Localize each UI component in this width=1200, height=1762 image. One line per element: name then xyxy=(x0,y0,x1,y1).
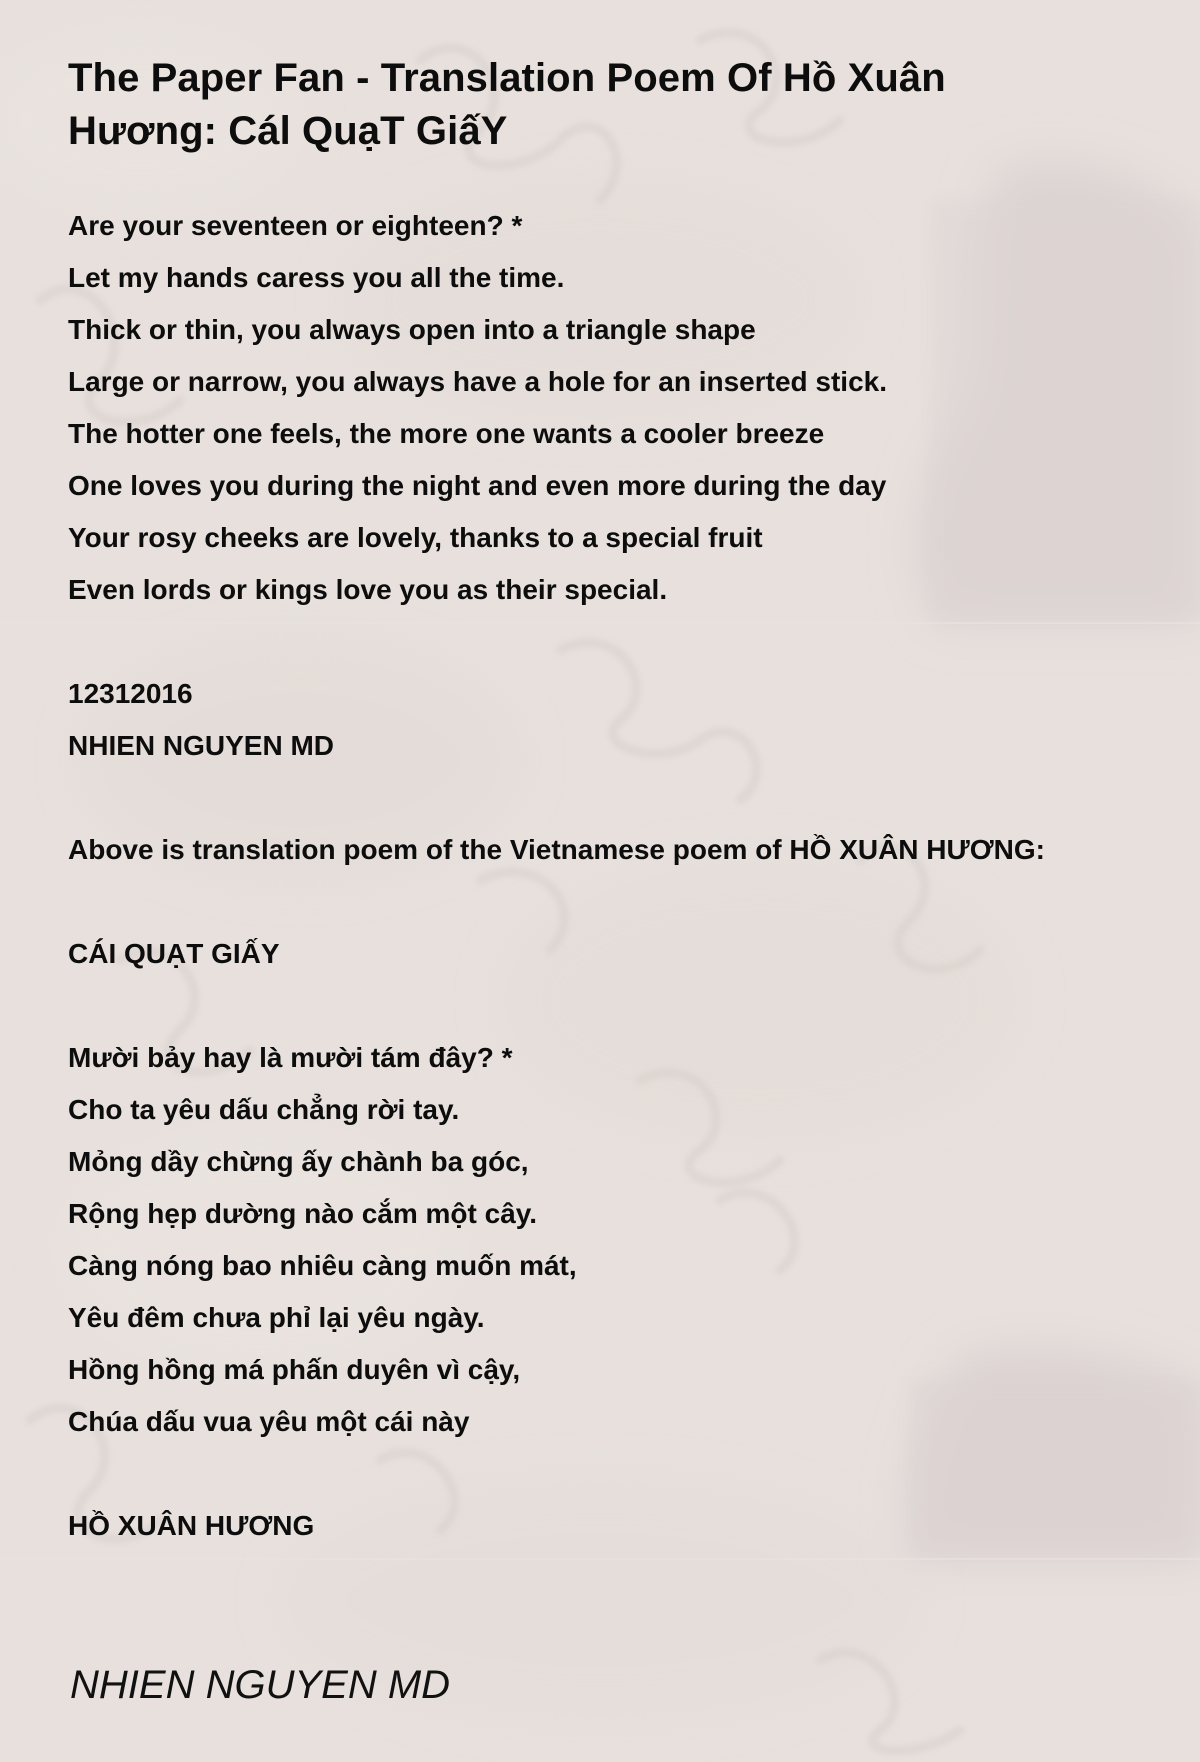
translation-note: Above is translation poem of the Vietnamese poem of HỒ XUÂN HƯƠNG: xyxy=(68,834,1045,865)
title-line-2: Hương: Cál QuạT GiấY xyxy=(68,109,508,153)
original-poem-line: Chúa dấu vua yêu một cái này xyxy=(68,1406,470,1437)
poem-line: Let my hands caress you all the time. xyxy=(68,262,565,293)
poem-line: Your rosy cheeks are lovely, thanks to a special fruit xyxy=(68,522,763,553)
author-signature: NHIEN NGUYEN MD xyxy=(70,1663,451,1707)
poem-date: 12312016 xyxy=(68,678,193,709)
blank-line xyxy=(68,980,1045,1032)
original-poem-line: Càng nóng bao nhiêu càng muốn mát, xyxy=(68,1250,577,1281)
original-poem-line: Rộng hẹp dường nào cắm một cây. xyxy=(68,1198,538,1229)
blank-line xyxy=(68,616,1045,668)
blank-line xyxy=(68,772,1045,824)
poem-line: Are your seventeen or eighteen? * xyxy=(68,210,523,241)
original-poem-line: Mỏng dầy chừng ấy chành ba góc, xyxy=(68,1146,529,1177)
page-title xyxy=(68,52,1068,158)
poem-line: Even lords or kings love you as their special. xyxy=(68,574,668,605)
translator-name: NHIEN NGUYEN MD xyxy=(68,730,335,761)
poem-line: Large or narrow, you always have a hole for an inserted stick. xyxy=(68,366,888,397)
original-poem-line: Mười bảy hay là mười tám đây? * xyxy=(68,1042,513,1073)
original-poem-line: Hồng hồng má phấn duyên vì cậy, xyxy=(68,1354,521,1385)
original-poem-line: Cho ta yêu dấu chẳng rời tay. xyxy=(68,1094,460,1125)
original-author: HỒ XUÂN HƯƠNG xyxy=(68,1510,315,1541)
title-line-1: The Paper Fan - Translation Poem Of Hồ Xuân xyxy=(68,56,946,100)
translation-poem xyxy=(68,200,1045,1552)
blank-line xyxy=(68,1448,1045,1500)
poem-line: One loves you during the night and even more during the day xyxy=(68,470,887,501)
original-poem-title: CÁI QUẠT GIẤY xyxy=(68,938,280,969)
poem-line: Thick or thin, you always open into a triangle shape xyxy=(68,314,756,345)
poem-line: The hotter one feels, the more one wants a cooler breeze xyxy=(68,418,825,449)
blank-line xyxy=(68,876,1045,928)
original-poem-line: Yêu đêm chưa phỉ lại yêu ngày. xyxy=(68,1302,485,1333)
